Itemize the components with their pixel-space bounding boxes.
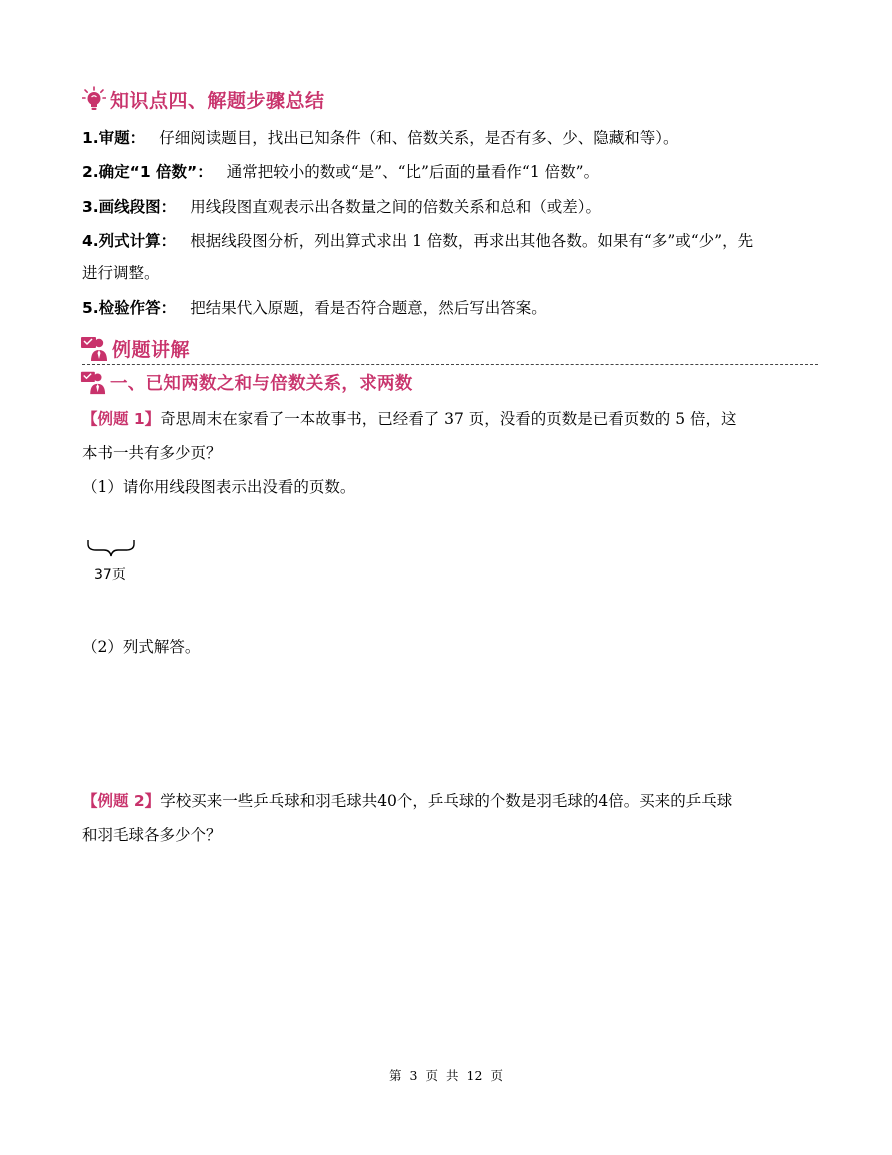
example-2-text: 学校买来一些乒乓球和羽毛球共40个，乒乓球的个数是羽毛球的4倍。买来的乒乓球 (160, 792, 733, 810)
example-2-line-2: 和羽毛球各多少个？ (82, 826, 222, 844)
step-label: 1.审题： (82, 129, 146, 147)
knowledge-point-title: 知识点四、解题步骤总结 (110, 89, 325, 112)
step-3 (82, 196, 601, 218)
example-section-heading (80, 333, 190, 363)
diagram-label: 37页 (94, 567, 126, 583)
step-text: 用线段图直观表示出各数量之间的倍数关系和总和（或差）。 (190, 198, 601, 216)
step-text: 进行调整。 (82, 264, 160, 282)
step-4 (82, 230, 753, 252)
knowledge-point-heading (82, 84, 325, 114)
step-label: 5.检验作答： (82, 299, 177, 317)
teacher-icon (80, 369, 106, 395)
example-2-line-1 (82, 790, 812, 812)
footer-prefix: 第 (389, 1068, 402, 1083)
page-footer (0, 1066, 892, 1084)
example-1-line-2: 本书一共有多少页？ (82, 444, 222, 462)
footer-total-pages: 12 (466, 1068, 483, 1083)
step-text: 通常把较小的数或“是”、“比”后面的量看作“1 倍数”。 (226, 163, 600, 181)
example-1-tag: 【例题 1】 (82, 410, 161, 428)
step-2 (82, 161, 599, 183)
example-section-title: 例题讲解 (112, 338, 191, 361)
brace-icon (86, 538, 136, 564)
step-label: 3.画线段图： (82, 198, 177, 216)
example-1-question-1: （1）请你用线段图表示出没看的页数。 (82, 478, 356, 496)
example-1-line-1 (82, 408, 812, 430)
sub-section-title: 一、已知两数之和与倍数关系，求两数 (110, 373, 413, 394)
footer-page-number: 3 (409, 1068, 418, 1083)
example-2-tag: 【例题 2】 (82, 792, 161, 810)
step-text: 仔细阅读题目，找出已知条件（和、倍数关系，是否有多、少、隐藏和等）。 (159, 129, 679, 147)
lightbulb-icon (82, 86, 106, 112)
section-divider (82, 364, 818, 365)
line-segment-diagram (86, 538, 146, 588)
footer-mid-2: 共 (446, 1068, 459, 1083)
footer-mid-1: 页 (425, 1068, 439, 1083)
step-label: 4.列式计算： (82, 232, 177, 250)
example-1-question-2: （2）列式解答。 (82, 638, 201, 656)
step-4-continued (82, 262, 160, 284)
step-1 (82, 127, 678, 149)
step-label: 2.确定“1 倍数”： (82, 163, 213, 181)
step-text: 把结果代入原题，看是否符合题意，然后写出答案。 (190, 299, 547, 317)
step-text: 根据线段图分析，列出算式求出 1 倍数，再求出其他各数。如果有“多”或“少”，先 (190, 232, 754, 250)
teacher-icon (80, 334, 108, 362)
sub-section-heading (80, 368, 413, 396)
footer-suffix: 页 (490, 1068, 503, 1083)
step-5 (82, 297, 547, 319)
example-1-text: 奇思周末在家看了一本故事书，已经看了 37 页，没看的页数是已看页数的 5 倍，这 (160, 410, 737, 428)
